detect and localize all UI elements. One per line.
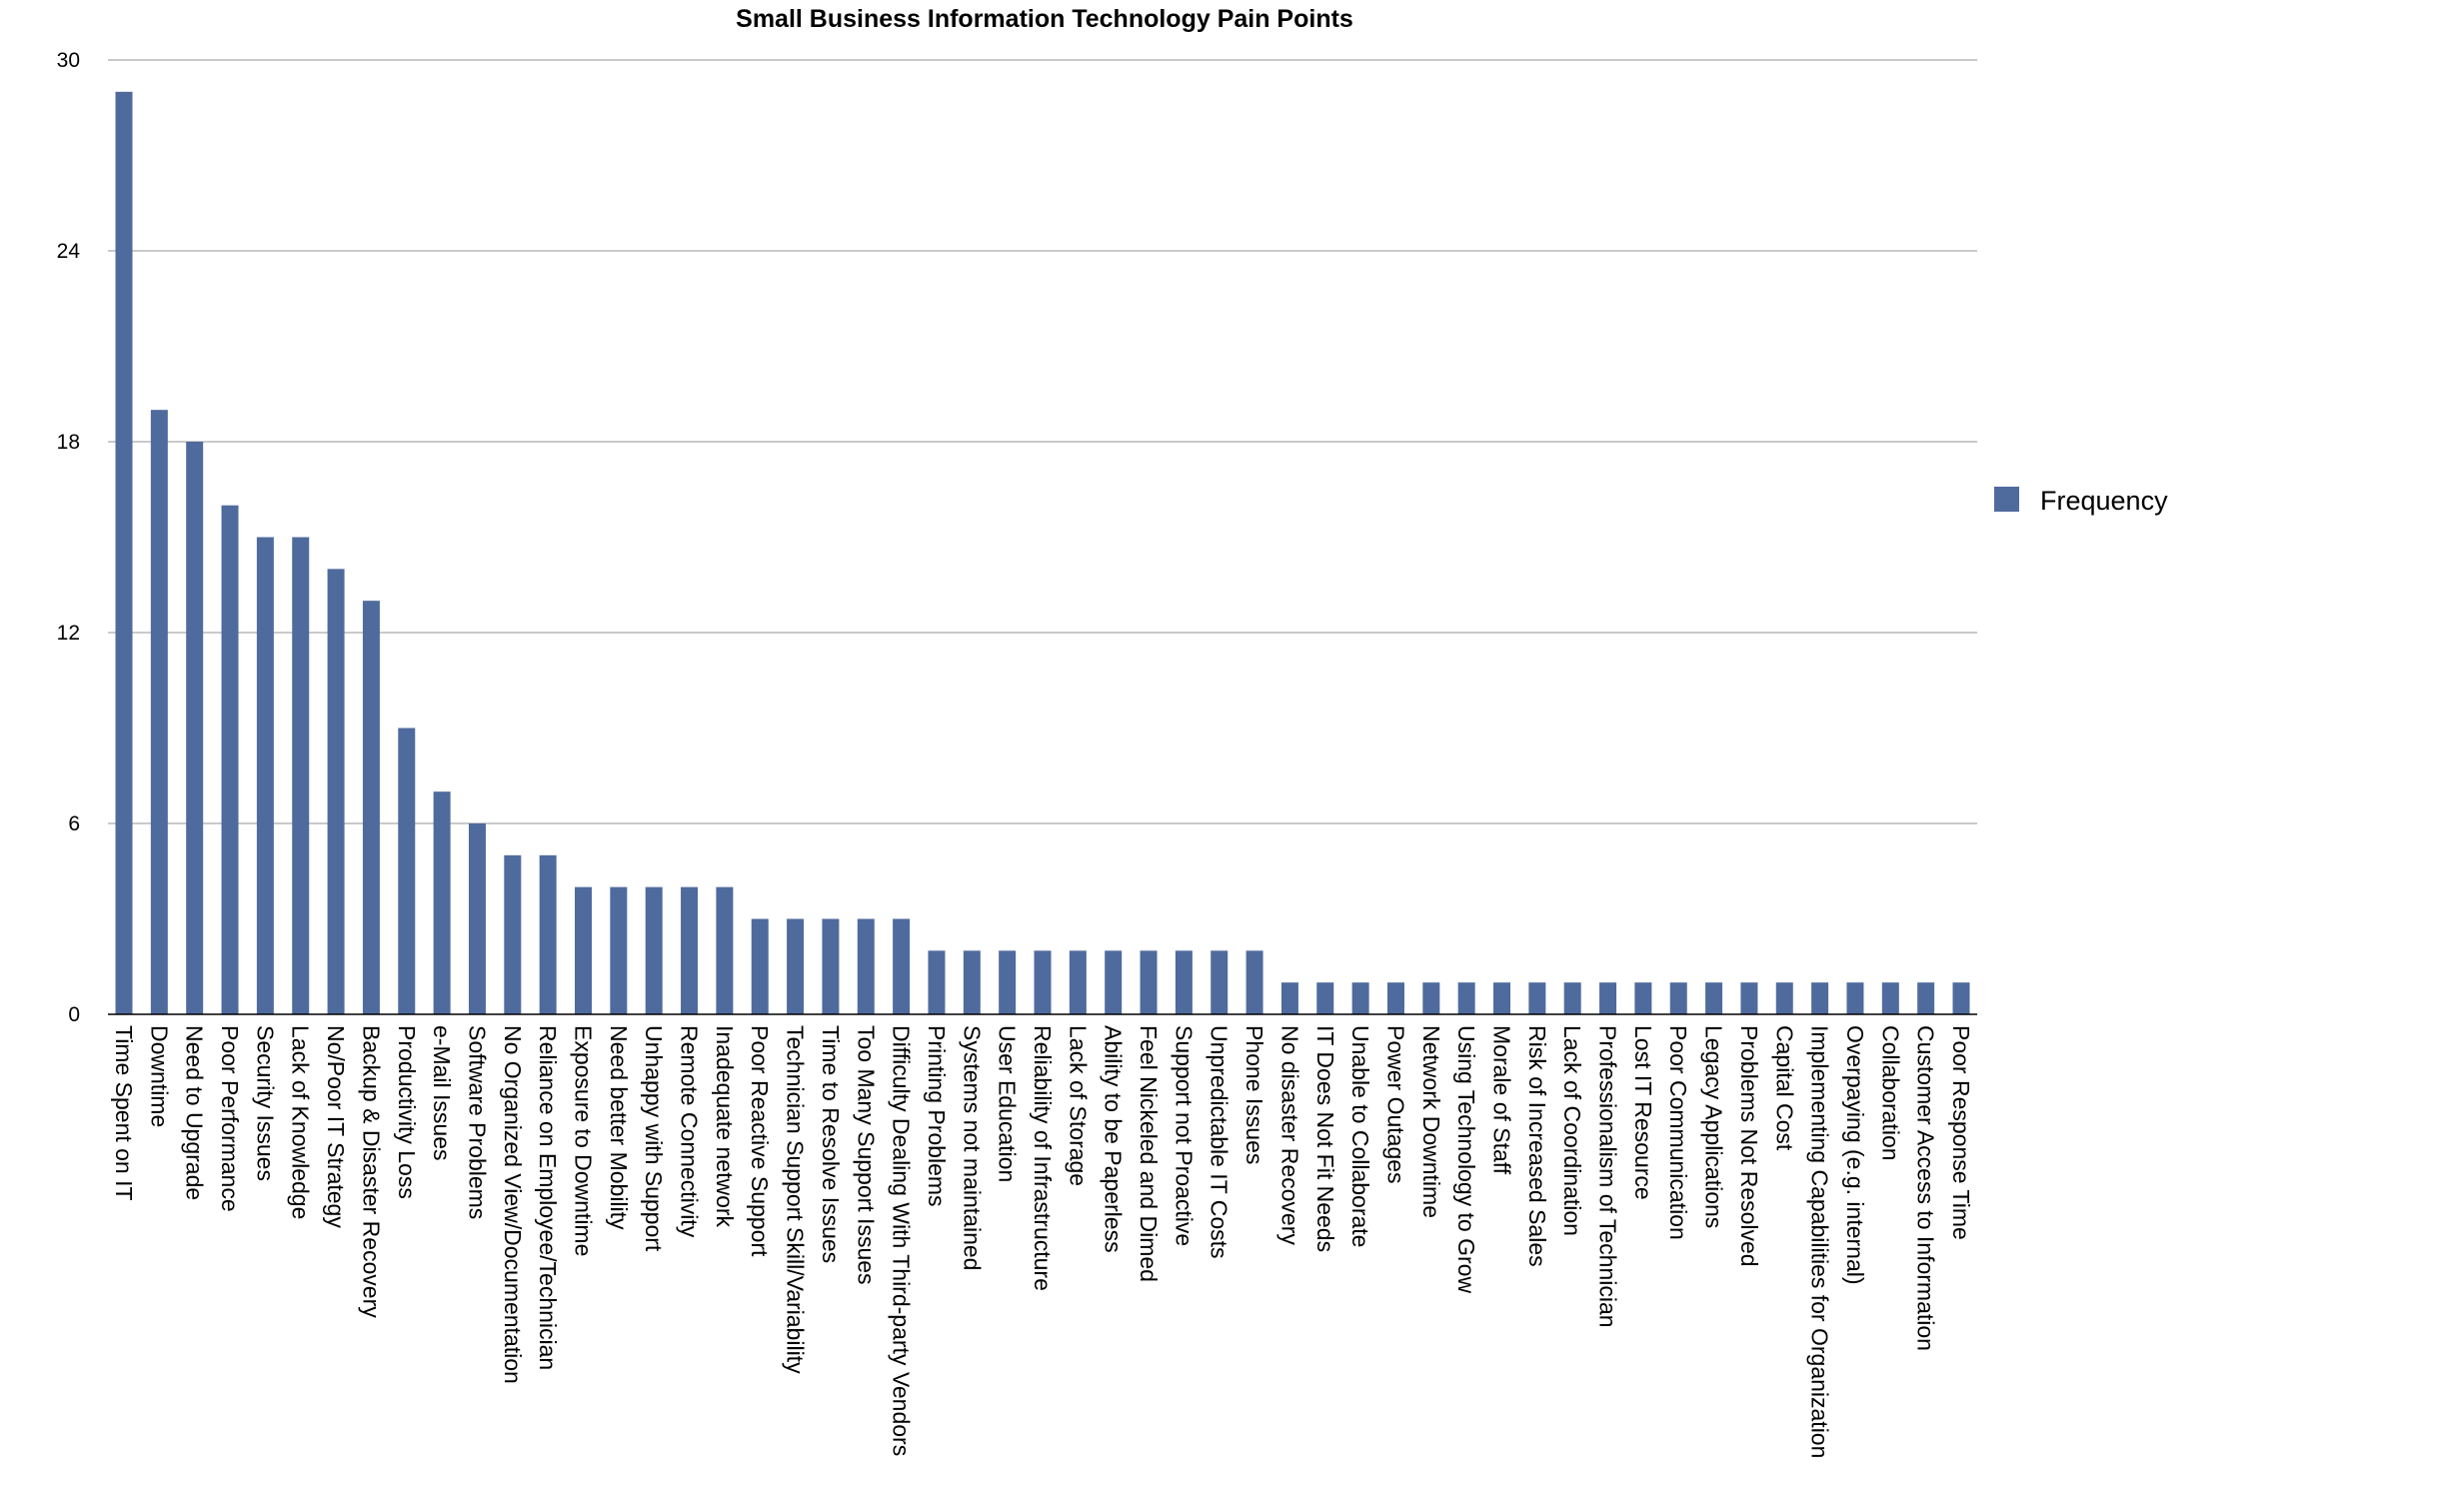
bar [1599,982,1616,1014]
bar [1105,950,1122,1014]
bar [363,601,380,1014]
bar [504,855,521,1014]
bar [1705,982,1722,1014]
x-tick-label: Poor Response Time [1948,1025,1974,1240]
bar [434,791,451,1014]
x-tick-label: Poor Communication [1665,1025,1692,1240]
bar [1387,982,1404,1014]
y-tick-label: 30 [56,49,80,72]
bar [1458,982,1475,1014]
x-tick-label: Lack of Coordination [1559,1025,1586,1236]
x-tick-label: Phone Issues [1241,1025,1268,1165]
x-tick-label: Security Issues [252,1025,279,1181]
bar [1564,982,1581,1014]
x-tick-label: Need better Mobility [605,1025,632,1230]
bar [1493,982,1510,1014]
y-tick-label: 24 [56,240,80,263]
x-tick-label: Difficulty Dealing With Third-party Vendors [888,1025,915,1457]
y-axis-ticks [57,49,81,1026]
x-tick-label: Legacy Applications [1700,1025,1727,1229]
bar [540,855,557,1014]
bars [116,92,1970,1014]
x-tick-label: Capital Cost [1771,1025,1798,1151]
x-tick-label: Downtime [146,1025,173,1128]
bar [1211,950,1228,1014]
bar [822,919,839,1015]
x-tick-label: Reliance on Employee/Technician [535,1025,562,1371]
bar [328,569,345,1014]
y-tick-label: 12 [56,622,80,645]
bar [1846,982,1863,1014]
x-tick-label: Implementing Capabilities for Organization [1806,1025,1833,1459]
legend-label: Frequency [2040,486,2168,516]
bar [1528,982,1545,1014]
bar [398,729,415,1015]
bar [1422,982,1439,1014]
x-tick-label: Lost IT Resource [1629,1025,1656,1200]
bar [787,919,804,1015]
bar [1776,982,1793,1014]
x-tick-label: User Education [994,1025,1021,1183]
bar [752,919,769,1015]
x-tick-label: Problems Not Resolved [1735,1025,1762,1267]
x-tick-label: Time Spent on IT [111,1025,137,1201]
x-tick-label: Collaboration [1877,1025,1904,1161]
x-tick-label: Unable to Collaborate [1347,1025,1374,1248]
bar [928,950,945,1014]
y-tick-label: 6 [68,812,80,835]
bar [222,506,239,1014]
bar [1670,982,1687,1014]
x-tick-label: e-Mail Issues [429,1025,456,1161]
x-tick-label: Risk of Increased Sales [1523,1025,1550,1267]
x-tick-label: Support not Proactive [1171,1025,1198,1247]
x-tick-label: No disaster Recovery [1276,1025,1303,1245]
x-tick-label: Overpaying (e.g. internal) [1841,1025,1868,1285]
x-axis-ticks [111,1025,1974,1458]
bar [1953,982,1970,1014]
bar [1316,982,1333,1014]
bar [1917,982,1934,1014]
gridlines [108,60,1977,823]
x-tick-label: Poor Reactive Support [747,1025,774,1257]
bar [1035,950,1052,1014]
x-tick-label: Productivity Loss [393,1025,420,1199]
legend [1994,486,2168,516]
x-tick-label: Ability to be Paperless [1100,1025,1127,1253]
y-tick-label: 0 [68,1003,80,1026]
x-tick-label: Exposure to Downtime [570,1025,597,1257]
bar [1740,982,1757,1014]
x-tick-label: Lack of Storage [1065,1025,1092,1187]
bar [257,538,274,1015]
bar [681,887,698,1014]
x-tick-label: No/Poor IT Strategy [323,1025,350,1228]
bar [116,92,133,1014]
x-tick-label: Technician Support Skill/Variability [782,1025,809,1374]
x-tick-label: Unhappy with Support [641,1025,668,1252]
legend-swatch [1994,487,2019,512]
bar [1281,982,1298,1014]
bar [646,887,663,1014]
y-tick-label: 18 [56,431,80,454]
x-tick-label: Morale of Staff [1488,1025,1515,1175]
bar [858,919,875,1015]
x-tick-label: IT Does Not Fit Needs [1311,1025,1338,1253]
x-tick-label: No Organized View/Documentation [499,1025,526,1384]
x-tick-label: Feel Nickeled and Dimed [1136,1025,1163,1282]
bar [469,823,486,1014]
bar [999,950,1016,1014]
bar [1176,950,1193,1014]
x-tick-label: Lack of Knowledge [287,1025,314,1220]
bar [186,442,203,1014]
x-tick-label: Printing Problems [923,1025,950,1207]
bar [575,887,592,1014]
bar [1352,982,1369,1014]
x-tick-label: Network Downtime [1417,1025,1444,1218]
bar [292,538,309,1015]
bar [1141,950,1158,1014]
bar [964,950,981,1014]
x-tick-label: Too Many Support Issues [853,1025,880,1285]
x-tick-label: Using Technology to Grow [1453,1025,1480,1294]
x-tick-label: Power Outages [1382,1025,1409,1184]
bar [151,410,168,1014]
x-tick-label: Time to Resolve Issues [817,1025,844,1264]
x-tick-label: Backup & Disaster Recovery [358,1025,385,1318]
bar [1811,982,1828,1014]
x-tick-label: Unpredictable IT Costs [1206,1025,1232,1259]
bar [893,919,910,1015]
x-tick-label: Inadequate network [711,1025,738,1228]
x-tick-label: Poor Performance [217,1025,244,1212]
x-tick-label: Remote Connectivity [676,1025,703,1238]
x-tick-label: Need to Upgrade [181,1025,208,1201]
bar [1634,982,1651,1014]
bar [610,887,627,1014]
x-tick-label: Customer Access to Information [1912,1025,1939,1351]
x-tick-label: Systems not maintained [959,1025,986,1271]
x-tick-label: Reliability of Infrastructure [1030,1025,1056,1291]
x-tick-label: Professionalism of Technician [1594,1025,1621,1328]
chart-title: Small Business Information Technology Pain Points [736,5,1353,33]
bar [1882,982,1899,1014]
bar [716,887,733,1014]
x-tick-label: Software Problems [464,1025,491,1220]
bar [1070,950,1087,1014]
bar [1246,950,1263,1014]
